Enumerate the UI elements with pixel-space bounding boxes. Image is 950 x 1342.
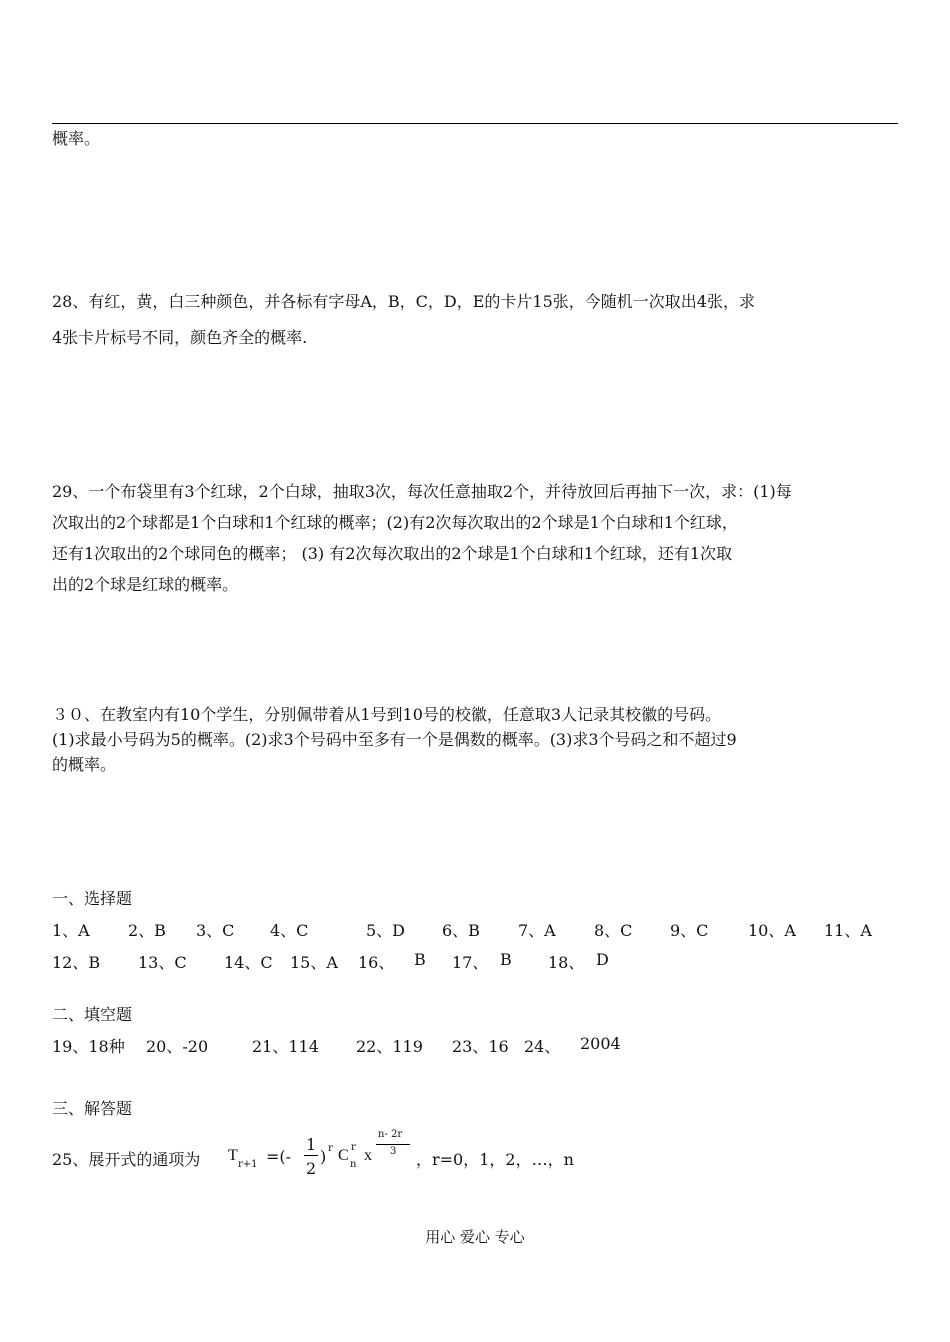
section-solution-title: 三、解答题 xyxy=(52,1099,133,1118)
answer-item: 2、B xyxy=(128,921,166,940)
q29-line-3: 还有1次取出的2个球同色的概率； (3) 有2次每次取出的2个球是1个白球和1个红球，还有1次取 xyxy=(52,544,733,563)
answer-item: 9、C xyxy=(670,921,709,940)
q29-line-4: 出的2个球是红球的概率。 xyxy=(52,575,239,594)
answer-item: 6、B xyxy=(442,921,480,940)
answer-item: B xyxy=(414,950,426,969)
answer-item: 20、-20 xyxy=(146,1037,209,1056)
answer-item: B xyxy=(500,950,512,969)
q29-line-2: 次取出的2个球都是1个白球和1个红球的概率；(2)有2次每次取出的2个球是1个白球和1个红球， xyxy=(52,513,738,532)
question-29 xyxy=(52,476,902,600)
formula-fraction-den: 2 xyxy=(306,1159,317,1178)
answer-item: 12、B xyxy=(52,953,101,972)
answer-item: 16、 xyxy=(358,953,395,972)
formula-C: C xyxy=(338,1147,349,1164)
answer-item: 5、D xyxy=(366,921,406,940)
section-choice-title: 一、选择题 xyxy=(52,889,133,908)
section-fill-title: 二、填空题 xyxy=(52,1005,133,1024)
answer-item: 22、119 xyxy=(356,1037,423,1056)
answer-item: 23、16 xyxy=(452,1037,509,1056)
formula-T-subscript: r+1 xyxy=(238,1159,258,1170)
answer-item: 7、A xyxy=(518,921,556,940)
exponent-fraction-bar xyxy=(376,1144,410,1145)
q30-line-1: ３０、在教室内有10个学生，分别佩带着从1号到10号的校徽，任意取3人记录其校徽的号码。 xyxy=(52,705,722,724)
q29-line-1: 29、一个布袋里有3个红球，2个白球，抽取3次，每次任意抽取2个，并待放回后再抽下一次，求：(1)每 xyxy=(52,482,792,501)
answer-item: 21、114 xyxy=(252,1037,319,1056)
answer-item: 11、A xyxy=(824,921,872,940)
answer-item: 1、A xyxy=(52,921,90,940)
q30-line-2: (1)求最小号码为5的概率。(2)求3个号码中至多有一个是偶数的概率。(3)求3个号码之和不超过9 xyxy=(52,730,737,749)
fraction-bar xyxy=(304,1155,318,1156)
previous-question-tail xyxy=(52,128,902,150)
question-28 xyxy=(52,284,902,356)
formula-exponent-den: 3 xyxy=(390,1146,397,1157)
answer-item: 14、C xyxy=(224,953,273,972)
answer-item: 18、 xyxy=(548,953,585,972)
answer-item: 24、 xyxy=(524,1037,561,1056)
q28-line-1: 28、有红，黄，白三种颜色，并各标有字母A，B，C，D，E的卡片15张，今随机一次取出4张，求 xyxy=(52,292,755,311)
formula-paren: ) xyxy=(320,1147,327,1166)
formula-C-subscript: n xyxy=(350,1159,357,1170)
answer-item: 4、C xyxy=(270,921,309,940)
question-30 xyxy=(52,702,902,777)
formula-eq: =(- xyxy=(266,1147,292,1166)
answer-item: 2004 xyxy=(580,1034,621,1053)
answer-item: D xyxy=(596,950,609,969)
formula-fraction-num: 1 xyxy=(306,1135,317,1154)
header-rule xyxy=(52,123,898,124)
q30-line-3: 的概率。 xyxy=(52,755,117,774)
answer-item: 15、A xyxy=(290,953,338,972)
answer-item: 13、C xyxy=(138,953,187,972)
answer-item: 19、18种 xyxy=(52,1037,125,1056)
q25-prefix: 25、展开式的通项为 xyxy=(52,1150,201,1169)
q28-line-2: 4张卡片标号不同，颜色齐全的概率. xyxy=(52,328,308,347)
answer-item: 3、C xyxy=(196,921,235,940)
formula-C-superscript: r xyxy=(351,1142,356,1153)
q25-formula xyxy=(52,1125,652,1185)
prev-tail-text: 概率。 xyxy=(52,129,101,148)
page-footer: 用心 爱心 专心 xyxy=(425,1228,525,1246)
answer-item: 8、C xyxy=(594,921,633,940)
formula-suffix: ，r=0，1，2，…，n xyxy=(416,1150,574,1169)
formula-exponent-num: n- 2r xyxy=(378,1129,403,1140)
answer-item: 17、 xyxy=(452,953,489,972)
formula-x: x xyxy=(364,1147,372,1164)
formula-r-superscript: r xyxy=(328,1143,333,1154)
formula-T: T xyxy=(228,1147,238,1164)
answer-item: 10、A xyxy=(748,921,796,940)
